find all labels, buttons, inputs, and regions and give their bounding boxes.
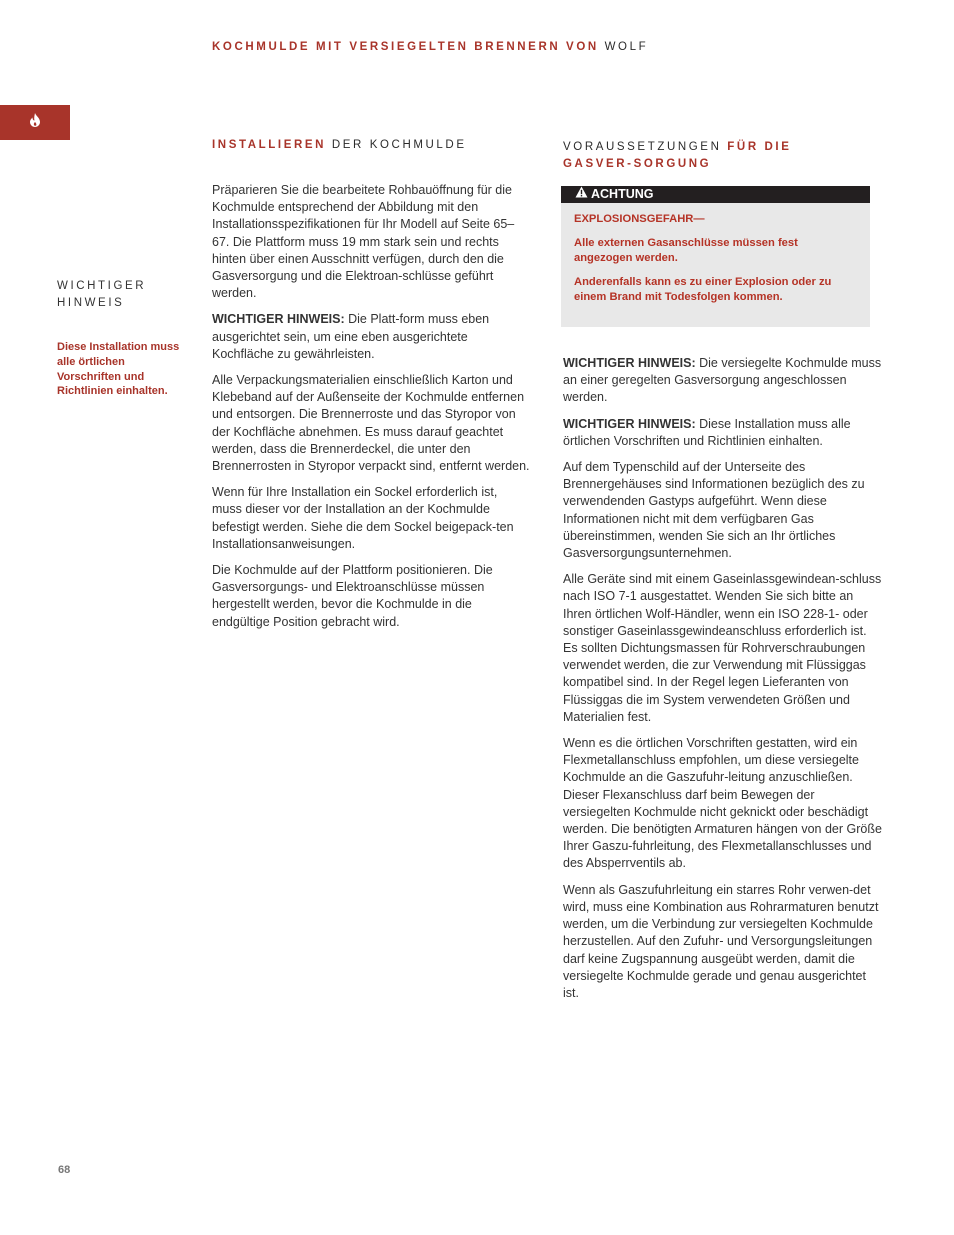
paragraph: Alle Verpackungsmaterialien einschließlich Karton und Klebeband auf der Außenseite der Kochmulde entfernen und entsorgen. Die Brennerroste und das Styropor von der Kochfläche abnehmen. Es muss darauf geachtet werden, dass die Brennerdeckel, die unter den Brennerrosten in Styropor verpackt sind, entfernt werden. (212, 373, 530, 474)
paragraph: Präparieren Sie die bearbeitete Rohbauöffnung für die Kochmulde entsprechend der Abbildung mit den Installationsspezifikationen für Ihr Modell auf Seite 65–67. Die Plattform muss 19 mm stark sein und rechts hinten über einen Ausschnitt verfügen, durch den die Gasversorgung und die Elektroan-schlüsse geführt werden. (212, 183, 515, 301)
paragraph: WICHTIGER HINWEIS: Diese Installation muss alle örtlichen Vorschriften und Richtlinien einhalten. (563, 416, 851, 448)
paragraph: Wenn es die örtlichen Vorschriften gestatten, wird ein Flexmetallanschluss empfohlen, um diese versiegelte Kochmulde an die Gaszufuhr-leitung anzuschließen. Dieser Flexanschluss darf beim Bewegen der versiegelten Kochmulde nicht geknickt oder beschädigt werden. Die benötigten Armaturen hängen von der Größe Ihrer Gaszu-fuhrleitung, des Flexmetallanschlusses und des Absperrventils ab. (563, 736, 882, 871)
right-column (563, 355, 883, 1011)
paragraph: Alle Geräte sind mit einem Gaseinlassgewindean-schluss nach ISO 7-1 ausgestattet. Wenden Sie sich bitte an Ihren örtlichen Wolf-Händler, wenn ein ISO 228-1- oder sonstiger Gaseinlassgewindeanschluss erforderlich ist. Es sollten Dichtungsmassen für Rohrverschraubungen verwendet werden, die zur Verwendung mit Flüssiggas kompatibel sind. In der Regel legen Lieferanten von Flüssiggas die im System verwendeten Größen und Materialien fest. (563, 572, 882, 724)
flame-icon (29, 113, 41, 132)
header-brand: WOLF (604, 41, 649, 53)
paragraph: Wenn für Ihre Installation ein Sockel erforderlich ist, muss dieser vor der Installation an der Kochmulde befestigt werden. Siehe die dem Sockel beigepack-ten Installationsanweisungen. (212, 485, 514, 551)
page-number: 68 (58, 1164, 71, 1176)
warning-label: ACHTUNG (591, 187, 654, 201)
side-note-body: Diese Installation muss alle örtlichen Vorschriften und Richtlinien einhalten. (57, 341, 180, 398)
left-column (212, 182, 530, 640)
warning-bar (561, 186, 870, 203)
warning-triangle-icon (575, 186, 588, 203)
warning-line: EXPLOSIONSGEFAHR— (574, 213, 705, 225)
left-section-heading: INSTALLIEREN DER KOCHMULDE (212, 139, 467, 151)
warning-line: Alle externen Gasanschlüsse müssen fest angezogen werden. (574, 236, 798, 265)
section-tab (0, 105, 70, 140)
side-note-title: WICHTIGER HINWEIS (57, 280, 147, 309)
warning-box (561, 186, 870, 327)
paragraph: Wenn als Gaszufuhrleitung ein starres Rohr verwen-det wird, muss eine Kombination aus Rohrarmaturen benutzt werden, um die Verbindung zur versiegelten Kochmulde herzustellen. Auf den Zufuhr- und Versorgungsleitungen darf keine Zugspannung ausgeübt werden, damit die versiegelte Kochmulde gerade und genau ausgerichtet ist. (563, 882, 879, 1000)
paragraph: Die Kochmulde auf der Plattform positionieren. Die Gasversorgungs- und Elektroanschlüsse müssen hergestellt werden, bevor die Kochmulde in die endgültige Position gebracht wird. (212, 563, 493, 629)
warning-line: Anderenfalls kann es zu einer Explosion oder zu einem Brand mit Todesfolgen kommen. (574, 275, 832, 304)
paragraph: WICHTIGER HINWEIS: Die Platt-form muss eben ausgerichtet sein, um eine eben ausgerichtete Kochfläche zu gewährleisten. (212, 312, 490, 361)
warning-content (561, 203, 870, 306)
paragraph: WICHTIGER HINWEIS: Die versiegelte Kochmulde muss an einer geregelten Gasversorgung angeschlossen werden. (563, 356, 882, 405)
right-section-heading: VORAUSSETZUNGEN FÜR DIE GASVER-SORGUNG (563, 141, 792, 170)
paragraph: Auf dem Typenschild auf der Unterseite des Brennergehäuses sind Informationen bezüglich des zu verwendenden Gastyps aufgeführt. Wenn diese Informationen nicht mit dem verfügbaren Gas übereinstimmen, wenden Sie sich an Ihr örtliches Gasversorgungsunternehmen. (563, 460, 865, 561)
running-header (212, 41, 648, 53)
header-title-red: KOCHMULDE MIT VERSIEGELTEN BRENNERN VON (212, 41, 599, 53)
